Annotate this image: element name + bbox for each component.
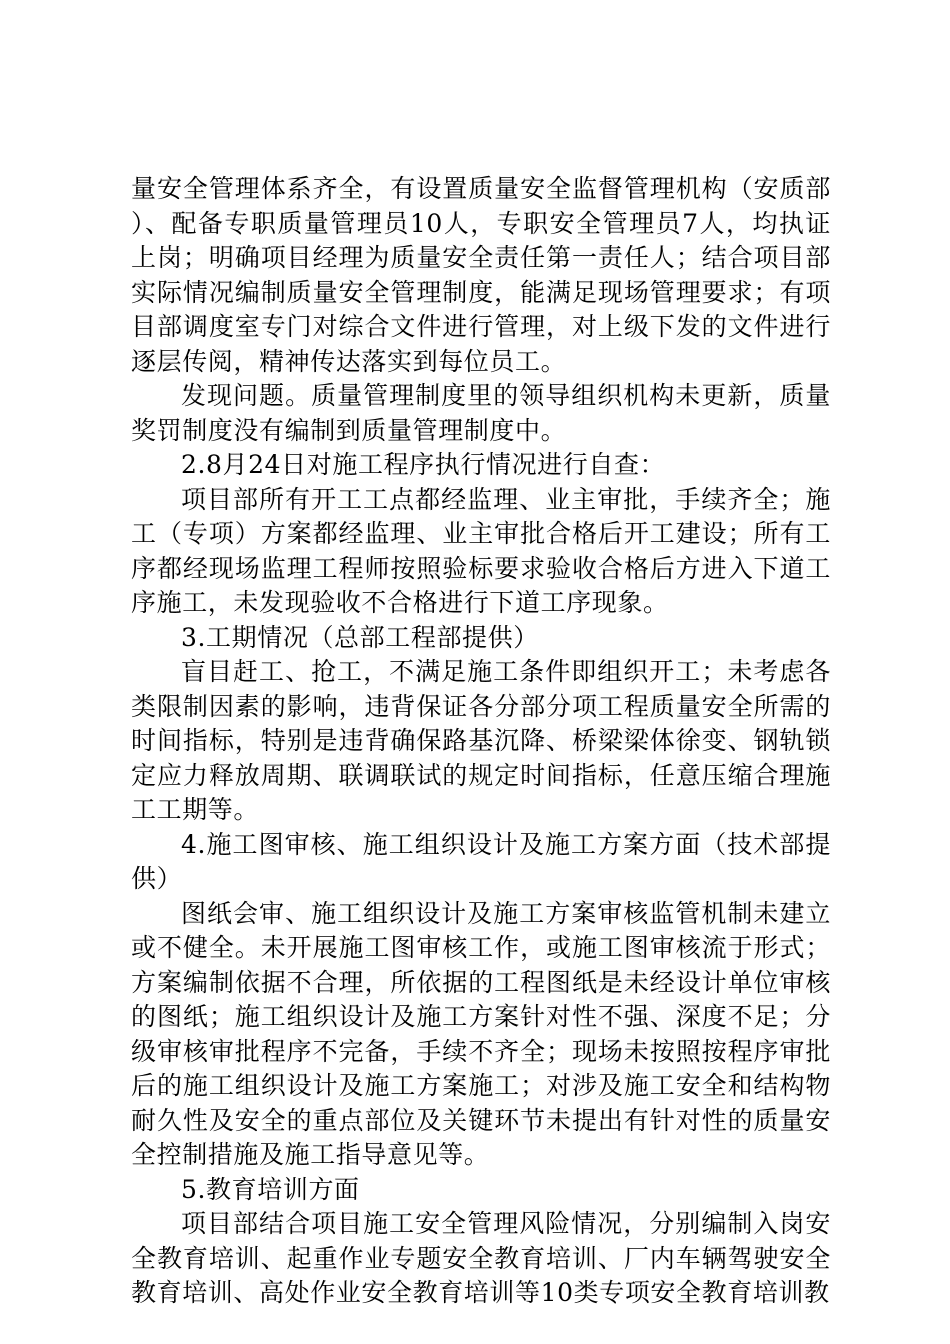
- paragraph-schedule: 盲目赶工、抢工，不满足施工条件即组织开工；未考虑各类限制因素的影响，违背保证各分部分项工程质量安全所需的时间指标，特别是违背确保路基沉降、桥梁梁体徐变、钢轨锁定应力释放周期、联调联试的规定时间指标，任意压缩合理施工工期等。: [131, 657, 831, 824]
- paragraph-drawing-review: 图纸会审、施工组织设计及施工方案审核监管机制未建立或不健全。未开展施工图审核工作，或施工图审核流于形式；方案编制依据不合理，所依据的工程图纸是未经设计单位审核的图纸；施工组织设计及施工方案针对性不强、深度不足；分级审核审批程序不完备，手续不齐全；现场未按照按程序审批后的施工组织设计及施工方案施工；对涉及施工安全和结构物耐久性及安全的重点部位及关键环节未提出有针对性的质量安全控制措施及施工指导意见等。: [131, 898, 831, 1169]
- document-page: [131, 172, 831, 1311]
- paragraph-quality-safety-system: 量安全管理体系齐全，有设置质量安全监督管理机构（安质部）、配备专职质量管理员10人，专职安全管理员7人，均执证上岗；明确项目经理为质量安全责任第一责任人；结合项目部实际情况编制质量安全管理制度，能满足现场管理要求；有项目部调度室专门对综合文件进行管理，对上级下发的文件进行逐层传阅，精神传达落实到每位员工。: [131, 174, 831, 376]
- heading-education-training: 5.教育培训方面: [181, 1174, 360, 1204]
- paragraph-construction-procedure: 项目部所有开工工点都经监理、业主审批，手续齐全；施工（专项）方案都经监理、业主审批合格后开工建设；所有工序都经现场监理工程师按照验标要求验收合格后方进入下道工序施工，未发现验收不合格进行下道工序现象。: [131, 484, 831, 617]
- heading-construction-procedure: 2.8月24日对施工程序执行情况进行自查：: [181, 450, 666, 479]
- paragraph-problems-found: 发现问题。质量管理制度里的领导组织机构未更新，质量奖罚制度没有编制到质量管理制度中。: [131, 381, 831, 445]
- heading-drawing-review: 4.施工图审核、施工组织设计及施工方案方面（技术部提供）: [131, 829, 831, 893]
- paragraph-education-training: 项目部结合项目施工安全管理风险情况，分别编制入岗安全教育培训、起重作业专题安全教育培训、厂内车辆驾驶安全教育培训、高处作业安全教育培训等10类专项安全教育培训教: [131, 1209, 831, 1307]
- heading-schedule: 3.工期情况（总部工程部提供）: [181, 622, 539, 652]
